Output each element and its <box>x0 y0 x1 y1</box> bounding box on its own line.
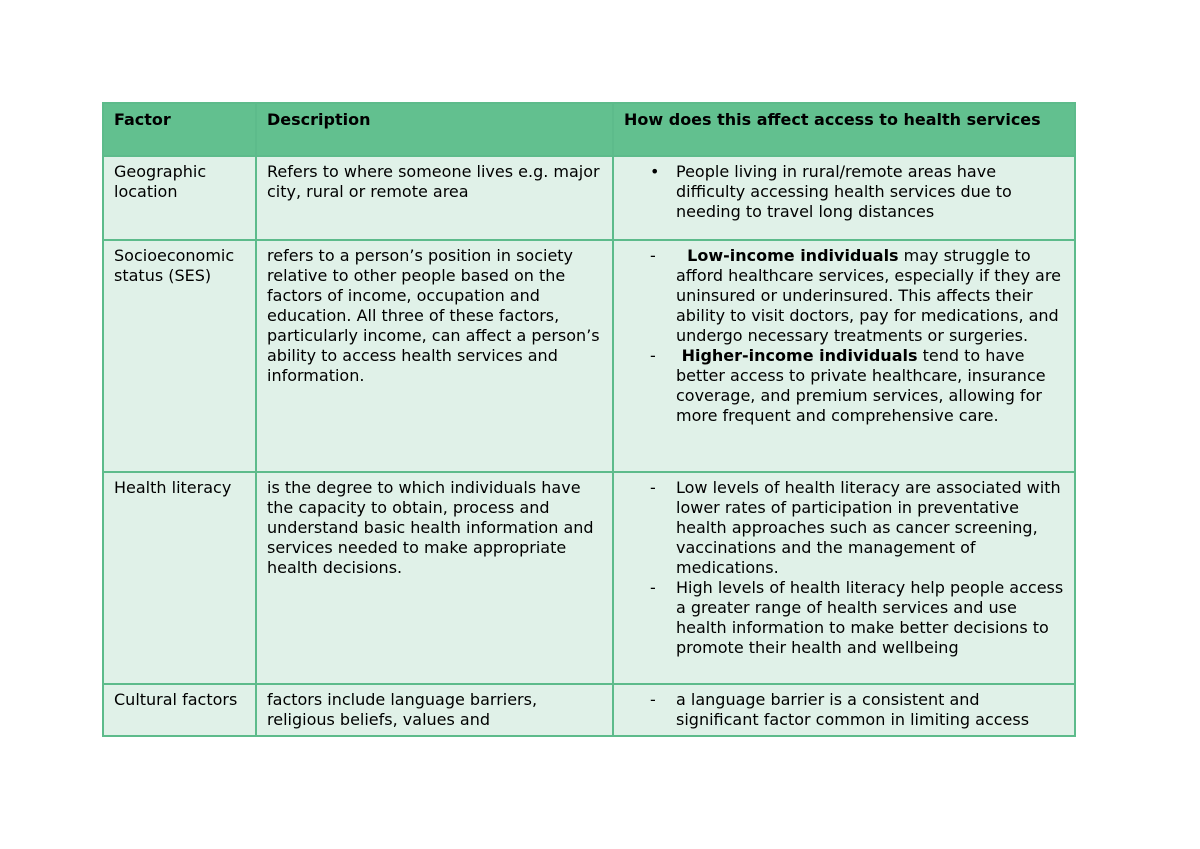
factor-cell <box>103 684 256 736</box>
effect-point <box>624 346 1066 426</box>
health-access-factors-table <box>102 102 1076 737</box>
effect-lead: Low-income individuals <box>676 246 899 265</box>
effect-list <box>624 246 1066 426</box>
factor-description: factors include language barriers, religious beliefs, values and <box>267 690 538 729</box>
effect-text: Low levels of health literacy are associated with lower rates of participation in preventative health approaches such as cancer screening, vaccinations and the management of medications. <box>676 478 1061 577</box>
table-header-row <box>103 103 1075 156</box>
effect-point <box>624 246 1066 346</box>
factor-name: Socioeconomic status (SES) <box>114 246 235 285</box>
dash-marker: - <box>650 246 656 265</box>
factor-name: Health literacy <box>114 478 232 497</box>
table-row <box>103 156 1075 240</box>
factor-name: Geographic location <box>114 162 207 201</box>
effect-cell <box>613 156 1075 240</box>
header-description: Description <box>256 103 613 156</box>
effect-cell <box>613 240 1075 472</box>
dash-marker: - <box>650 346 656 365</box>
effect-point <box>624 162 1066 222</box>
bullet-marker: • <box>650 162 660 181</box>
effect-text: High levels of health literacy help people access a greater range of health services and use health information to make better decisions to promote their health and wellbeing <box>676 578 1064 657</box>
factor-description: Refers to where someone lives e.g. major city, rural or remote area <box>267 162 600 201</box>
description-cell <box>256 156 613 240</box>
effect-text: a language barrier is a consistent and significant factor common in limiting access <box>676 690 1030 729</box>
effect-lead: Higher-income individuals <box>676 346 918 365</box>
factor-description: refers to a person’s position in society relative to other people based on the factors of income, occupation and education. All three of these factors, particularly income, can affect a person’s ability to access health services and information. <box>267 246 600 385</box>
factor-name: Cultural factors <box>114 690 238 709</box>
header-effect: How does this affect access to health services <box>613 103 1075 156</box>
description-cell <box>256 472 613 684</box>
effect-list <box>624 478 1066 658</box>
effect-text: People living in rural/remote areas have difficulty accessing health services due to needing to travel long distances <box>676 162 1012 221</box>
table-row <box>103 240 1075 472</box>
factor-cell <box>103 472 256 684</box>
factor-description: is the degree to which individuals have the capacity to obtain, process and understand basic health information and services needed to make appropriate health decisions. <box>267 478 594 577</box>
effect-point <box>624 478 1066 578</box>
dash-marker: - <box>650 478 656 497</box>
factor-cell <box>103 240 256 472</box>
effect-text: tend to have better access to private healthcare, insurance coverage, and premium services, allowing for more frequent and comprehensive care. <box>676 346 1046 425</box>
dash-marker: - <box>650 690 656 709</box>
effect-list <box>624 690 1066 730</box>
factor-cell <box>103 156 256 240</box>
effect-list <box>624 162 1066 222</box>
header-factor: Factor <box>103 103 256 156</box>
dash-marker: - <box>650 578 656 597</box>
effect-cell <box>613 684 1075 736</box>
table-row <box>103 472 1075 684</box>
effect-cell <box>613 472 1075 684</box>
description-cell <box>256 240 613 472</box>
effect-text: may struggle to afford healthcare services, especially if they are uninsured or underinsured. This affects their ability to visit doctors, pay for medications, and undergo necessary treatments or surgeries. <box>676 246 1061 345</box>
effect-point <box>624 690 1066 730</box>
table-row <box>103 684 1075 736</box>
effect-point <box>624 578 1066 658</box>
description-cell <box>256 684 613 736</box>
